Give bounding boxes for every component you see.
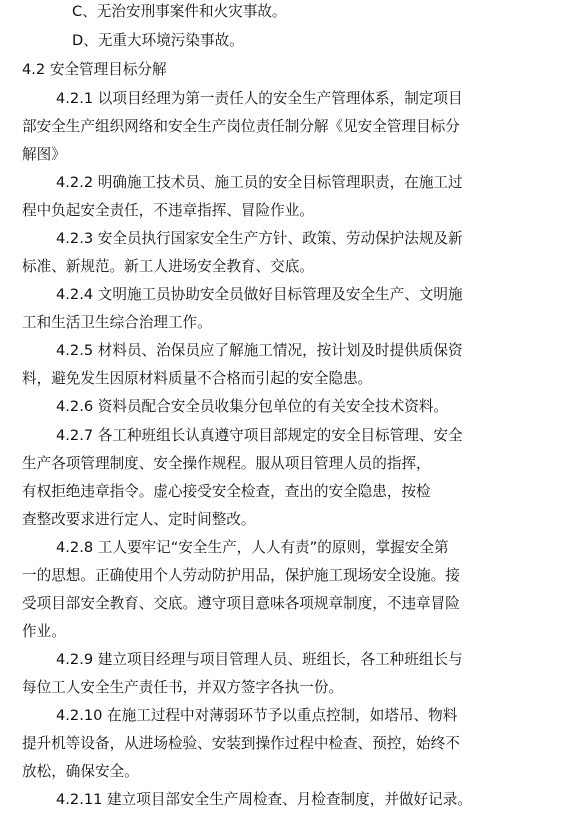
option-c: C、无治安刑事案件和火灾事故。 <box>72 3 287 20</box>
option-d: D、无重大环境污染事故。 <box>72 32 244 49</box>
section-heading: 4.2 安全管理目标分解 <box>22 61 167 78</box>
document-page: C、无治安刑事案件和火灾事故。 D、无重大环境污染事故。 4.2 安全管理目标分解 4.2.1 以项目经理为第一责任人的安全生产管理体系，制定项目 部安全生产组织网络和安全生产岗位责任制分解《见安全管理目标分 解图》 4.2.2 明确施工技术员、施工员的安全目标管理职责，在施工过 程中负起安全责任，不违章指挥、冒险作业。 4.2.3 安全员执行国家安全生产方针、政策、劳动保护法规及新 标准、新规范。新工人进场安全教育、交底。 4.2.4 文明施工员协助安全员做好目标管理及安全生产、文明施 工和生活卫生综合治理工作。 4.2.5 材料员、治保员应了解施工情况，按计划及时提供质保资 料，避免发生因原材料质量不合格而引起的安全隐患。 4.2.6 资料员配合安全员收集分包单位的有关安全技术资料。 4.2.7 各工种班组长认真遵守项目部规定的安全目标管理、安全 生产各项管理制度、安全操作规程。服从项目管理人员的指挥， 有权拒绝违章指令。虚心接受安全检查，查出的安全隐患，按检 查整改要求进行定人、定时间整改。 4.2.8 工人要牢记“安全生产，人人有责”的原则，掌握安全第 一的思想。正确使用个人劳动防护用品，保护施工现场安全设施。接 受项目部安全教育、交底。遵守项目意味各项规章制度，不违章冒险 作业。 4.2.9 建立项目经理与项目管理人员、班组长，各工种班组长与 每位工人安全生产责任书，并双方签字各执一份。 4.2.10 在施工过程中对薄弱环节予以重点控制，如塔吊、物料 提升机等设备，从进场检验、安装到操作过程中检查、预控，始终不 放松，确保安全。 4.2.11 建立项目部安全生产周检查、月检查制度，并做好记录。 <box>22 3 472 808</box>
